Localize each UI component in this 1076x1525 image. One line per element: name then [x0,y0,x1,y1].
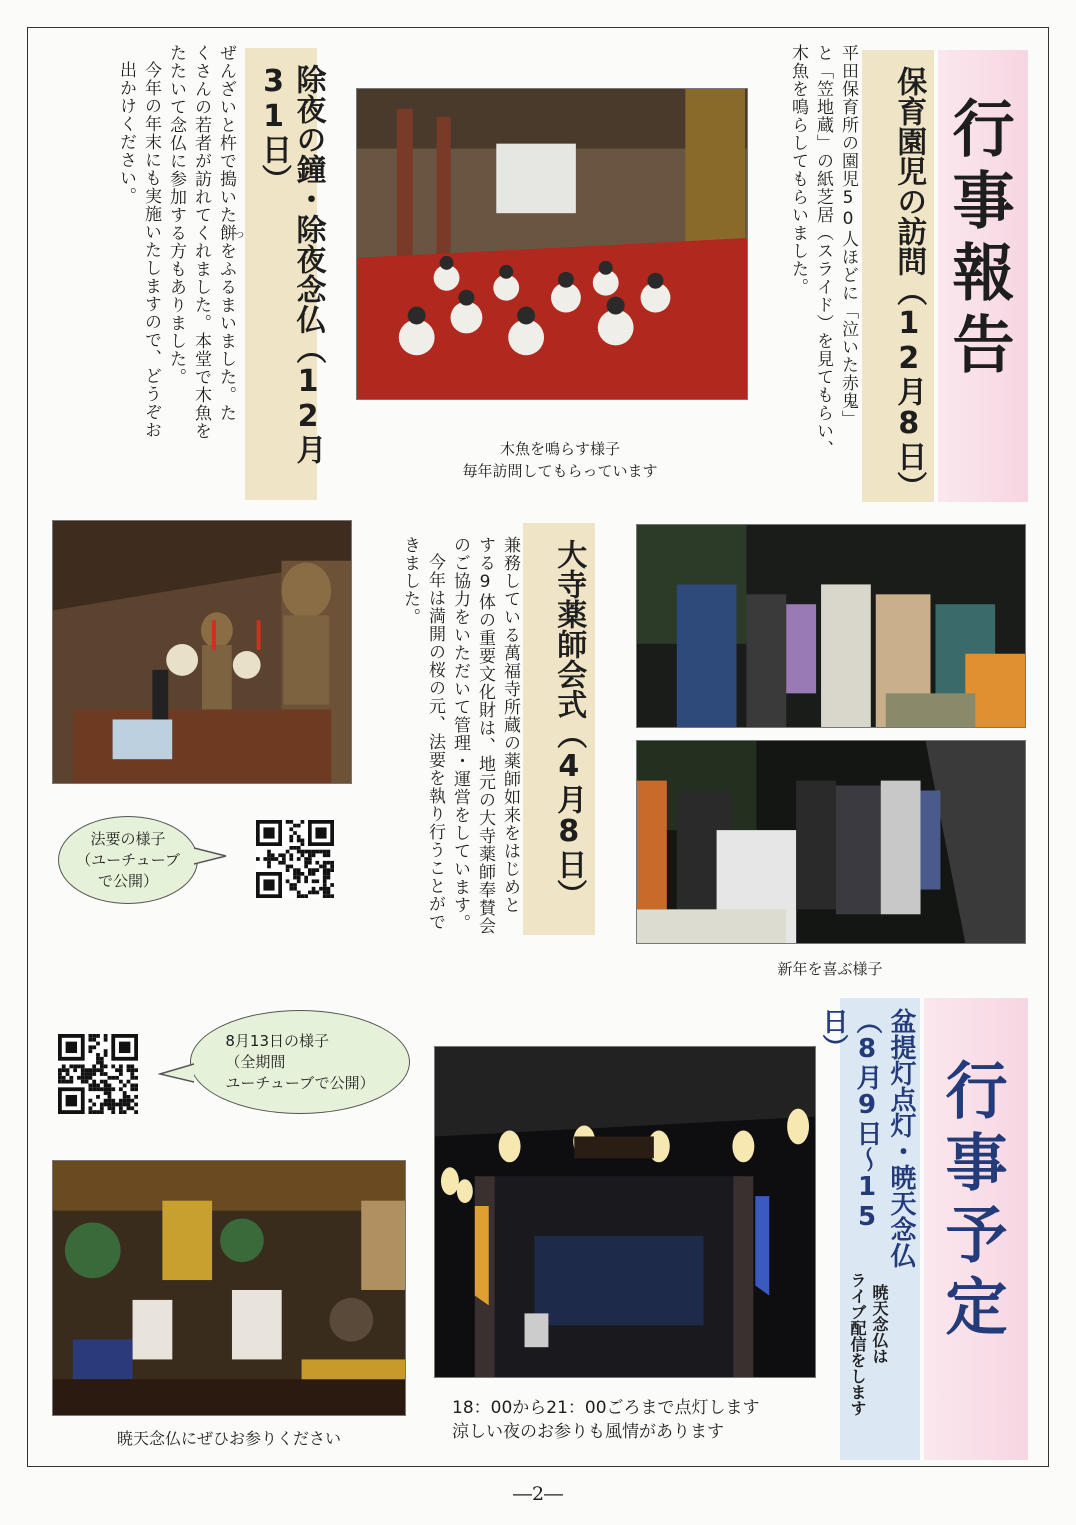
new-year-line-1: ぜんざいと杵で搗いた餅をふるまいました。た [216,44,236,422]
new-year-bell-heading: 除夜の鐘・除夜念仏（12月31日） [245,48,317,500]
nursery-visit-line-1: 平田保育所の園児50人ほどに「泣いた赤鬼」 [838,44,858,428]
new-year-crowd-photo-2 [636,740,1026,944]
gyoten-nenbutsu-altar-photo [52,1160,406,1416]
new-year-line-4: 今年の年末にも実施いたしますので、どうぞお [141,61,161,439]
obon-qr-code[interactable] [58,1034,138,1114]
nursery-photo-caption [380,438,740,482]
gate-caption-line-2: 涼しい夜のお参りも風情があります [452,1422,724,1442]
temple-gate-lanterns-photo [434,1046,816,1378]
gate-caption-line-1: 18：00から21：00ごろまで点灯します [452,1398,760,1418]
ceremony-bubble-line-3: で公開） [97,871,158,890]
nursery-caption-line-1: 木魚を鳴らす様子 [499,440,620,458]
schedule-sub-line-2: ライブ配信をします [848,1272,867,1416]
nursery-visit-text [760,44,860,484]
yakushi-line-4: 今年は満開の桜の元、法要を執り行うことがで [425,553,445,931]
altar-photo-caption: 暁天念仏にぜひお参りください [116,1429,341,1448]
obon-bubble-line-2: （全期間 [225,1052,286,1071]
obon-bubble-line-1: 8月13日の様子 [225,1031,329,1050]
nursery-mokugyo-photo [356,88,748,400]
nursery-visit-heading: 保育園児の訪問（12月8日） [862,50,934,502]
new-year-line-2: くさんの若者が訪れてくれました。本堂で木魚を [191,44,211,440]
report-title: 行事報告 [942,96,1015,384]
ruby-tsu: つ [235,231,245,241]
yakushi-ceremony-heading: 大寺薬師会式（4月8日） [523,523,595,935]
schedule-title: 行事予定 [935,1058,1008,1346]
ceremony-qr-code[interactable] [256,820,334,898]
gate-photo-caption [452,1396,832,1444]
new-year-line-5: 出かけください。 [116,61,136,205]
obon-video-bubble [190,1010,410,1114]
yakushi-ceremony-text [362,536,522,976]
schedule-sub-text [846,1272,890,1462]
ceremony-bubble-line-2: （ユーチューブ [76,850,180,869]
ceremony-bubble-tail [194,844,228,868]
new-year-line-3: たたいて念仏に参加する方もありました。 [166,44,186,386]
yakushi-line-1: 兼務している萬福寺所蔵の薬師如来をはじめと [500,536,520,914]
schedule-sub-line-1: 暁天念仏は [870,1284,889,1364]
new-year-photo-caption: 新年を喜ぶ様子 [777,960,883,978]
new-year-bell-text [78,44,238,506]
ceremony-video-bubble [58,816,198,904]
yakushi-statues-photo [52,520,352,784]
nursery-caption-line-2: 毎年訪問してもらっています [462,462,658,480]
new-year-crowd-photo-1 [636,524,1026,728]
ceremony-bubble-line-1: 法要の様子 [90,829,166,848]
yakushi-line-3: のご協力をいただいて管理・運営をしています。 [450,536,470,932]
obon-bubble-tail [158,1060,194,1086]
schedule-heading: 盆提灯点灯・暁天念仏（8月9日～15日） [818,1008,916,1268]
obon-bubble-line-3: ユーチューブで公開） [225,1073,375,1092]
yakushi-line-2: する9体の重要文化財は、地元の大寺薬師奉賛会 [475,536,495,935]
nursery-visit-line-3: 木魚を鳴らしてもらいました。 [788,44,808,296]
page-number: ―2― [512,1483,564,1505]
yakushi-line-5: きました。 [400,536,420,626]
nursery-visit-line-2: と「笠地蔵」の紙芝居（スライド）を見てもらい、 [813,44,833,458]
